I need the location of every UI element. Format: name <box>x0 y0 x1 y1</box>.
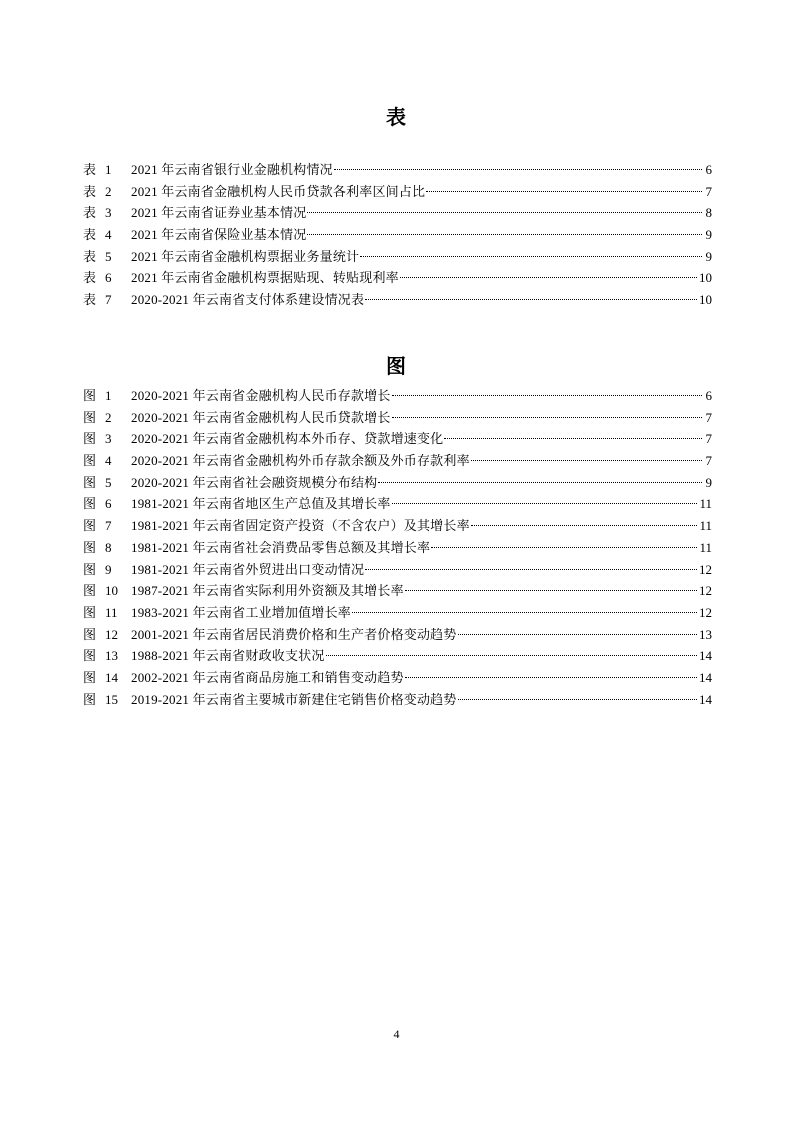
toc-entry-number: 4 <box>105 453 112 469</box>
toc-entry-label <box>83 267 131 289</box>
toc-entry-number: 8 <box>105 539 112 555</box>
toc-entry-label <box>83 493 131 515</box>
toc-entry-page: 12 <box>699 583 712 599</box>
toc-entry-number: 1 <box>105 388 112 403</box>
toc-dot-leader <box>392 417 702 418</box>
figures-heading: 图 <box>386 356 407 378</box>
toc-entry[interactable] <box>83 537 712 559</box>
toc-entry-number: 10 <box>105 583 118 599</box>
toc-dot-leader <box>307 212 702 213</box>
toc-dot-leader <box>458 634 697 635</box>
toc-entry-number: 4 <box>105 227 112 243</box>
toc-entry[interactable] <box>83 202 712 224</box>
toc-entry-label <box>83 689 131 711</box>
toc-entry-prefix: 图 <box>83 691 97 707</box>
toc-dot-leader <box>334 169 702 170</box>
toc-entry[interactable] <box>83 224 712 246</box>
toc-dot-leader <box>360 256 702 257</box>
toc-entry-title: 2020-2021 年云南省金融机构外币存款余额及外币存款利率 <box>131 453 470 469</box>
toc-entry-page: 9 <box>705 227 712 243</box>
toc-entry-prefix: 表 <box>83 205 97 221</box>
toc-entry-page: 14 <box>699 669 712 685</box>
toc-entry-title: 2019-2021 年云南省主要城市新建住宅销售价格变动趋势 <box>131 691 457 707</box>
toc-entry-page: 10 <box>699 292 712 308</box>
toc-entry-title: 1981-2021 年云南省固定资产投资（不含农户）及其增长率 <box>131 518 470 534</box>
toc-entry-title: 1987-2021 年云南省实际利用外资额及其增长率 <box>131 583 404 599</box>
toc-entry-title: 1981-2021 年云南省外贸进出口变动情况 <box>131 561 365 577</box>
toc-entry-page: 11 <box>699 518 712 534</box>
toc-entry[interactable] <box>83 580 712 602</box>
toc-entry-prefix: 图 <box>83 409 97 425</box>
toc-entry-label <box>83 537 131 559</box>
toc-entry-page: 12 <box>699 561 712 577</box>
toc-entry[interactable] <box>83 289 712 311</box>
toc-entry-label <box>83 202 131 224</box>
toc-entry-page: 7 <box>705 431 712 447</box>
toc-entry-number: 1 <box>105 162 112 177</box>
toc-entry-label <box>83 667 131 689</box>
toc-dot-leader <box>471 525 698 526</box>
toc-entry-label <box>83 289 131 311</box>
toc-entry-title: 1988-2021 年云南省财政收支状况 <box>131 648 325 664</box>
toc-entry-title: 2020-2021 年云南省金融机构本外币存、贷款增速变化 <box>131 431 444 447</box>
toc-entry-number: 13 <box>105 648 118 664</box>
toc-entry-page: 10 <box>699 270 712 286</box>
toc-entry-page: 7 <box>705 453 712 469</box>
toc-dot-leader <box>307 234 702 235</box>
toc-entry-title: 2021 年云南省金融机构票据业务量统计 <box>131 248 360 264</box>
toc-entry-prefix: 图 <box>83 604 97 620</box>
toc-dot-leader <box>378 482 702 483</box>
toc-entry-prefix: 图 <box>83 539 97 555</box>
toc-entry-prefix: 图 <box>83 648 97 664</box>
toc-entry-title: 2002-2021 年云南省商品房施工和销售变动趋势 <box>131 669 404 685</box>
toc-entry-page: 6 <box>705 162 712 177</box>
toc-entry-number: 3 <box>105 205 112 221</box>
toc-entry-number: 5 <box>105 248 112 264</box>
toc-entry-prefix: 图 <box>83 431 97 447</box>
page-number: 4 <box>393 1027 400 1041</box>
toc-entry[interactable] <box>83 602 712 624</box>
toc-entry-title: 2020-2021 年云南省社会融资规模分布结构 <box>131 474 378 490</box>
toc-dot-leader <box>471 460 702 461</box>
toc-entry-page: 13 <box>699 626 712 642</box>
toc-entry[interactable] <box>83 181 712 203</box>
toc-entry-prefix: 表 <box>83 162 97 177</box>
toc-entry-label <box>83 602 131 624</box>
toc-entry-label <box>83 472 131 494</box>
toc-entry-label <box>83 407 131 429</box>
toc-entry-label <box>83 224 131 246</box>
toc-entry-number: 14 <box>105 669 118 685</box>
toc-entry-page: 11 <box>699 496 712 512</box>
toc-entry-label <box>83 450 131 472</box>
figures-toc-list <box>83 385 712 710</box>
toc-dot-leader <box>392 503 698 504</box>
toc-entry-label <box>83 246 131 268</box>
toc-entry-title: 2021 年云南省证券业基本情况 <box>131 205 307 221</box>
toc-dot-leader <box>365 299 697 300</box>
toc-entry-prefix: 图 <box>83 474 97 490</box>
toc-entry-title: 1981-2021 年云南省地区生产总值及其增长率 <box>131 496 391 512</box>
toc-entry[interactable] <box>83 428 712 450</box>
toc-entry[interactable] <box>83 450 712 472</box>
toc-entry-title: 2021 年云南省保险业基本情况 <box>131 227 307 243</box>
toc-dot-leader <box>365 569 697 570</box>
toc-dot-leader <box>326 655 697 656</box>
toc-entry-label <box>83 559 131 581</box>
toc-entry-prefix: 表 <box>83 227 97 243</box>
toc-entry-label <box>83 624 131 646</box>
toc-dot-leader <box>400 277 697 278</box>
toc-entry-label <box>83 645 131 667</box>
toc-entry-number: 6 <box>105 496 112 512</box>
toc-entry-number: 9 <box>105 561 112 577</box>
toc-entry[interactable] <box>83 515 712 537</box>
toc-entry-number: 5 <box>105 474 112 490</box>
toc-entry-prefix: 图 <box>83 669 97 685</box>
toc-entry-label <box>83 159 131 181</box>
toc-entry-prefix: 图 <box>83 518 97 534</box>
toc-dot-leader <box>405 677 697 678</box>
toc-entry[interactable] <box>83 472 712 494</box>
toc-entry-label <box>83 428 131 450</box>
toc-entry-prefix: 表 <box>83 248 97 264</box>
toc-dot-leader <box>392 395 702 396</box>
toc-dot-leader <box>444 438 702 439</box>
toc-entry-page: 14 <box>699 648 712 664</box>
toc-entry-page: 7 <box>705 183 712 199</box>
toc-dot-leader <box>458 699 697 700</box>
toc-entry[interactable] <box>83 159 712 181</box>
toc-entry-page: 8 <box>705 205 712 221</box>
toc-entry[interactable] <box>83 689 712 711</box>
toc-entry-title: 2021 年云南省金融机构人民币贷款各利率区间占比 <box>131 183 426 199</box>
toc-entry-page: 14 <box>699 691 712 707</box>
toc-entry-number: 12 <box>105 626 118 642</box>
toc-entry-label <box>83 580 131 602</box>
toc-entry-prefix: 图 <box>83 388 97 403</box>
toc-entry[interactable] <box>83 385 712 407</box>
toc-entry-page: 9 <box>705 474 712 490</box>
toc-dot-leader <box>426 191 702 192</box>
toc-entry[interactable] <box>83 559 712 581</box>
toc-entry-title: 1981-2021 年云南省社会消费品零售总额及其增长率 <box>131 539 431 555</box>
toc-entry-prefix: 图 <box>83 496 97 512</box>
toc-entry-number: 7 <box>105 292 112 308</box>
toc-entry-prefix: 图 <box>83 583 97 599</box>
toc-entry-number: 3 <box>105 431 112 447</box>
tables-heading: 表 <box>386 107 407 129</box>
toc-entry-prefix: 图 <box>83 626 97 642</box>
toc-entry[interactable] <box>83 645 712 667</box>
toc-entry-prefix: 图 <box>83 561 97 577</box>
toc-entry-title: 2001-2021 年云南省居民消费价格和生产者价格变动趋势 <box>131 626 457 642</box>
toc-entry-label <box>83 181 131 203</box>
toc-entry-title: 2020-2021 年云南省金融机构人民币贷款增长 <box>131 409 391 425</box>
toc-entry-number: 7 <box>105 518 112 534</box>
toc-entry-title: 2020-2021 年云南省支付体系建设情况表 <box>131 292 365 308</box>
toc-entry[interactable] <box>83 407 712 429</box>
toc-entry-page: 11 <box>699 539 712 555</box>
toc-dot-leader <box>431 547 697 548</box>
toc-entry-page: 12 <box>699 604 712 620</box>
toc-entry[interactable] <box>83 624 712 646</box>
toc-entry-title: 1983-2021 年云南省工业增加值增长率 <box>131 604 351 620</box>
toc-entry-page: 6 <box>705 388 712 403</box>
toc-entry-label <box>83 385 131 407</box>
toc-entry-number: 2 <box>105 409 112 425</box>
toc-entry[interactable] <box>83 246 712 268</box>
toc-entry-prefix: 表 <box>83 292 97 308</box>
toc-entry[interactable] <box>83 267 712 289</box>
toc-entry-title: 2021 年云南省金融机构票据贴现、转贴现利率 <box>131 270 399 286</box>
toc-entry-page: 9 <box>705 248 712 264</box>
toc-dot-leader <box>352 612 697 613</box>
toc-entry-number: 11 <box>105 604 118 620</box>
toc-entry-page: 7 <box>705 409 712 425</box>
toc-entry-prefix: 表 <box>83 183 97 199</box>
toc-entry-label <box>83 515 131 537</box>
toc-entry[interactable] <box>83 667 712 689</box>
toc-entry-number: 2 <box>105 183 112 199</box>
toc-entry-prefix: 图 <box>83 453 97 469</box>
toc-entry-number: 15 <box>105 691 118 707</box>
tables-toc-list <box>83 159 712 311</box>
toc-entry-number: 6 <box>105 270 112 286</box>
toc-entry-prefix: 表 <box>83 270 97 286</box>
toc-entry-title: 2020-2021 年云南省金融机构人民币存款增长 <box>131 388 391 403</box>
toc-entry[interactable] <box>83 493 712 515</box>
toc-entry-title: 2021 年云南省银行业金融机构情况 <box>131 162 333 177</box>
toc-dot-leader <box>405 590 697 591</box>
